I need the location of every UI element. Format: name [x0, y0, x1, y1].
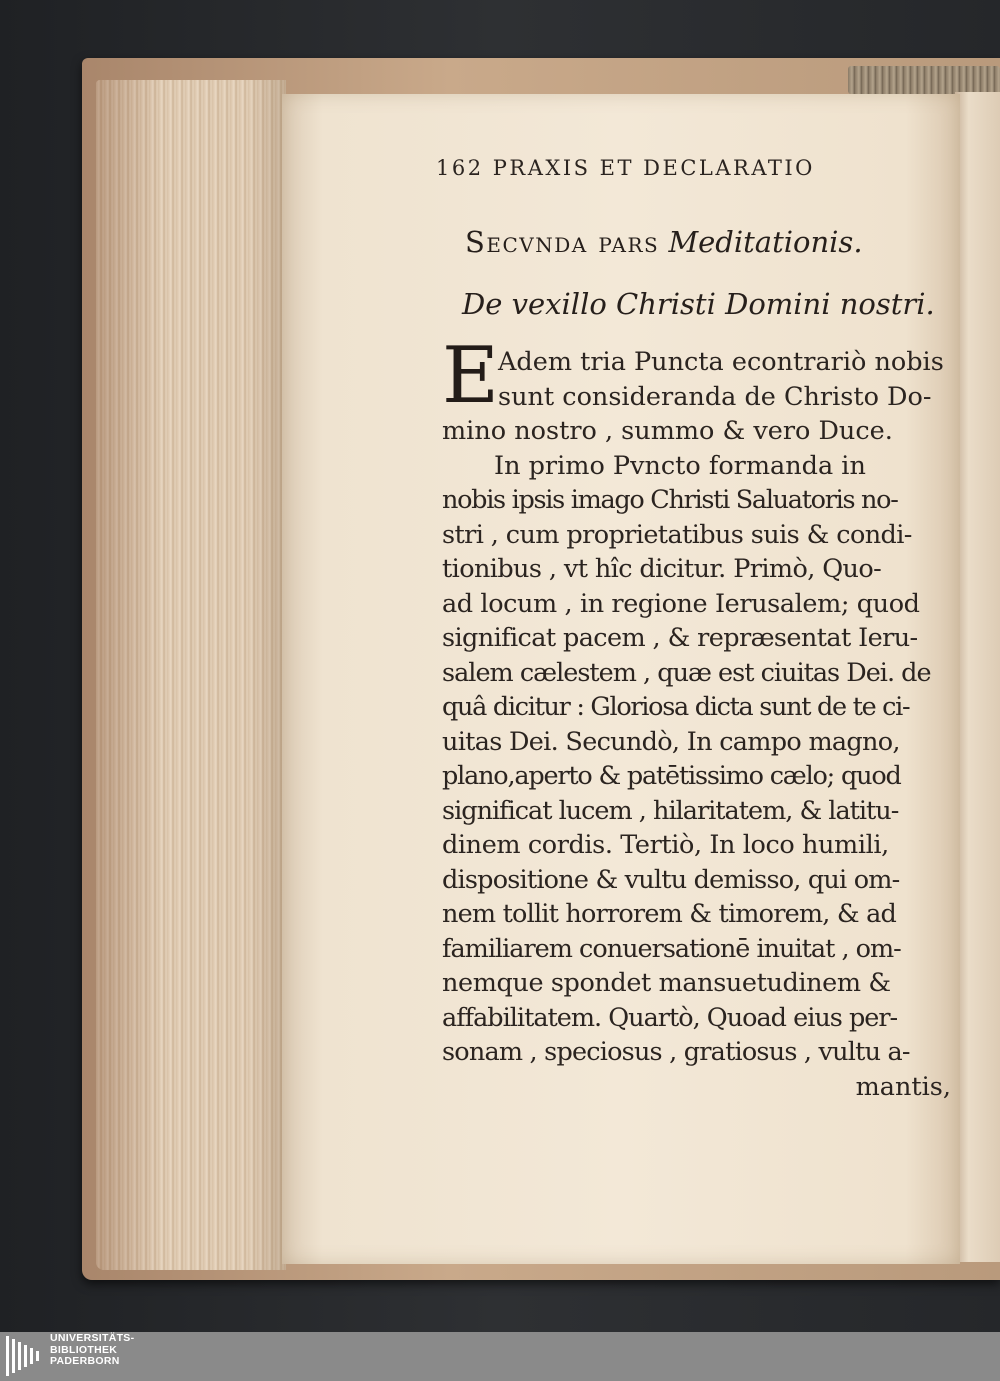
- text-line: dispositione & vultu demisso, qui om-: [442, 864, 900, 895]
- text-line: significat pacem , & repræsentat Ieru-: [442, 623, 918, 653]
- running-head: 162 PRAXIS ET DECLARATIO: [436, 156, 815, 180]
- text-line: dinem cordis. Tertiò, In loco humili,: [442, 830, 889, 860]
- text-line: mantis,: [855, 1071, 951, 1102]
- drop-capital: E: [442, 331, 499, 421]
- logo-line: UNIVERSITÄTS-: [50, 1332, 135, 1344]
- text-line: mino nostro , summo & vero Duce.: [442, 416, 893, 446]
- text-line: In primo Pvncto formanda in: [494, 450, 866, 481]
- text-line: significat lucem , hilaritatem, & latitu-: [442, 795, 899, 826]
- text-line: plano,aperto & patētissimo cælo; quod: [442, 761, 901, 791]
- logo-line: BIBLIOTHEK: [50, 1343, 118, 1356]
- text-line: stri , cum proprietatibus suis & condi-: [442, 519, 912, 550]
- text-line: salem cælestem , quæ est ciuitas Dei. de: [442, 657, 931, 688]
- section-title-italic: Meditationis.: [668, 225, 863, 259]
- text-line: nemque spondet mansuetudinem &: [442, 968, 891, 998]
- text-line: Adem tria Puncta econtrariò nobis: [498, 347, 944, 377]
- text-line: nobis ipsis imago Christi Saluatoris no-: [442, 485, 898, 515]
- text-line: uitas Dei. Secundò, In campo magno,: [442, 726, 900, 757]
- page-stack-shade: [96, 80, 286, 1270]
- section-title: [465, 225, 945, 259]
- logo-line: PADERBORN: [50, 1355, 120, 1367]
- section-subtitle: De vexillo Christi Domini nostri.: [462, 287, 935, 321]
- text-line: familiarem conuersationē inuitat , om-: [442, 933, 901, 964]
- facing-page-edge: [955, 92, 1000, 1262]
- text-line: ad locum , in regione Ierusalem; quod: [442, 588, 920, 619]
- text-line: affabilitatem. Quartò, Quoad eius per-: [442, 1002, 898, 1033]
- text-line: sonam , speciosus , gratiosus , vultu a-: [442, 1037, 910, 1067]
- section-title-caps: Secvnda pars: [465, 225, 660, 259]
- body-text: [442, 331, 957, 1104]
- text-line: tionibus , vt hîc dicitur. Primò, Quo-: [442, 554, 882, 584]
- text-line: quâ dicitur : Gloriosa dicta sunt de te ci-: [442, 692, 910, 722]
- library-logo-icon: [6, 1336, 42, 1376]
- spine-band: [848, 66, 1000, 94]
- library-logo-text: [50, 1333, 250, 1368]
- text-line: sunt consideranda de Christo Do-: [498, 381, 932, 412]
- text-line: nem tollit horrorem & timorem, & ad: [442, 899, 897, 929]
